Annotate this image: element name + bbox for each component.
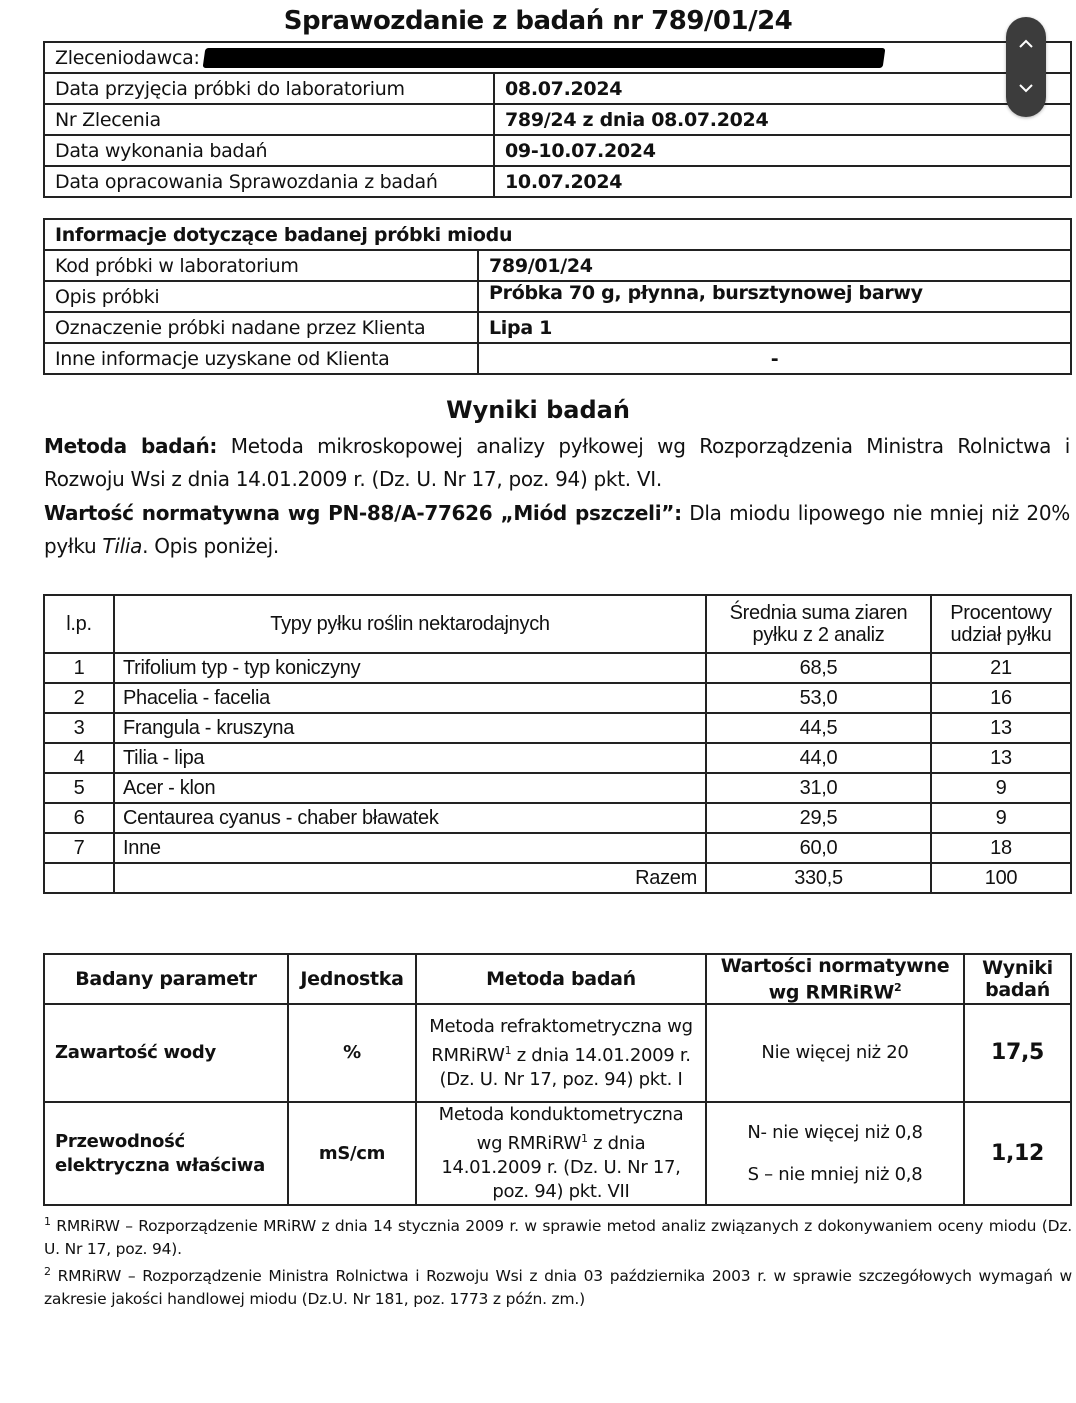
sample-info-table xyxy=(43,218,1072,375)
table-row xyxy=(44,219,1071,250)
row-sum: 44,5 xyxy=(706,713,931,743)
param-name: Przewodność elektryczna właściwa xyxy=(44,1102,288,1205)
total-label: Razem xyxy=(114,863,706,893)
param-name: Zawartość wody xyxy=(44,1004,288,1102)
row-label: Nr Zlecenia xyxy=(44,104,494,135)
row-label: Data wykonania badań xyxy=(44,135,494,166)
row-value: Próbka 70 g, płynna, bursztynowej barwy xyxy=(478,281,1071,312)
row-lp: 5 xyxy=(44,773,114,803)
scroll-up-button[interactable] xyxy=(1006,19,1046,69)
row-value: 789/24 z dnia 08.07.2024 xyxy=(494,104,1071,135)
param-norm: N- nie więcej niż 0,8 S – nie mniej niż 0,8 xyxy=(706,1102,964,1205)
footnote-2: $^2$ RMRiRW – Rozporządzenie Ministra Rolnictwa i Rozwoju Wsi z dnia 03 października 2003 r. w sprawie szczegółowych wymagań w zakresie jakości handlowej miodu (Dz.U. Nr 181, poz. 1773 z późn. zm.) xyxy=(44,1265,1072,1309)
col-header-unit: Jednostka xyxy=(288,954,416,1004)
param-method: Metoda konduktometryczna wg RMRiRW$^1$ z dnia 14.01.2009 r. (Dz. U. Nr 17, poz. 94) pkt. VII xyxy=(416,1102,706,1205)
col-header-norm: Wartości normatywne wg RMRiRW$^2$ xyxy=(706,954,964,1004)
table-row xyxy=(44,343,1071,374)
col-header-type: Typy pyłku roślin nektarodajnych xyxy=(114,595,706,653)
row-value: Lipa 1 xyxy=(478,312,1071,343)
scroll-down-button[interactable] xyxy=(1006,63,1046,113)
row-type: Trifolium typ - typ koniczyny xyxy=(114,653,706,683)
row-type: Phacelia - facelia xyxy=(114,683,706,713)
param-unit: mS/cm xyxy=(288,1102,416,1205)
row-sum: 60,0 xyxy=(706,833,931,863)
table-row xyxy=(44,281,1071,312)
row-label: Opis próbki xyxy=(44,281,478,312)
client-cell xyxy=(44,42,1071,73)
row-label: Oznaczenie próbki nadane przez Klienta xyxy=(44,312,478,343)
table-row xyxy=(44,104,1071,135)
document-title: Sprawozdanie z badań nr 789/01/24 xyxy=(283,6,793,36)
row-sum: 53,0 xyxy=(706,683,931,713)
table-row xyxy=(44,1004,1071,1102)
row-value: 09-10.07.2024 xyxy=(494,135,1071,166)
col-header-result: Wyniki badań xyxy=(964,954,1071,1004)
table-row xyxy=(44,312,1071,343)
client-label: Zleceniodawca: xyxy=(55,46,200,69)
row-value: 08.07.2024 xyxy=(494,73,1071,104)
method-paragraph xyxy=(44,430,1070,496)
row-label: Inne informacje uzyskane od Klienta xyxy=(44,343,478,374)
table-row xyxy=(44,250,1071,281)
col-header-param: Badany parametr xyxy=(44,954,288,1004)
row-pct: 9 xyxy=(931,803,1071,833)
row-pct: 16 xyxy=(931,683,1071,713)
table-header-row xyxy=(44,954,1071,1004)
row-lp: 1 xyxy=(44,653,114,683)
pollen-table xyxy=(43,594,1072,894)
row-lp: 4 xyxy=(44,743,114,773)
norm-text: Dla miodu lipowego nie mniej niż 20% pyłku xyxy=(44,501,1070,558)
row-value: - xyxy=(478,343,1071,374)
row-type: Frangula - kruszyna xyxy=(114,713,706,743)
table-row xyxy=(44,73,1071,104)
table-row xyxy=(44,166,1071,197)
table-row xyxy=(44,803,1071,833)
row-pct: 13 xyxy=(931,743,1071,773)
table-row xyxy=(44,42,1071,73)
row-pct: 9 xyxy=(931,773,1071,803)
row-pct: 13 xyxy=(931,713,1071,743)
method-label: Metoda badań: xyxy=(44,434,218,458)
table-row xyxy=(44,773,1071,803)
order-info-table xyxy=(43,41,1072,198)
param-method: Metoda refraktometryczna wg RMRiRW$^1$ z dnia 14.01.2009 r. (Dz. U. Nr 17, poz. 94) pkt. I xyxy=(416,1004,706,1102)
col-header-method: Metoda badań xyxy=(416,954,706,1004)
page-scroll-control xyxy=(1006,17,1046,117)
row-label: Kod próbki w laboratorium xyxy=(44,250,478,281)
table-row xyxy=(44,743,1071,773)
table-row xyxy=(44,833,1071,863)
norm-text-end: . Opis poniżej. xyxy=(142,534,279,558)
row-value: 789/01/24 xyxy=(478,250,1071,281)
row-sum: 29,5 xyxy=(706,803,931,833)
parameters-table xyxy=(43,953,1072,1206)
row-pct: 18 xyxy=(931,833,1071,863)
row-label: Data przyjęcia próbki do laboratorium xyxy=(44,73,494,104)
table-row xyxy=(44,683,1071,713)
method-text: Metoda mikroskopowej analizy pyłkowej wg Rozporządzenia Ministra Rolnictwa i Rozwoju Wsi z dnia 14.01.2009 r. (Dz. U. Nr 17, poz. 94) pkt. VI. xyxy=(44,434,1070,491)
footnote-1: $^1$ RMRiRW – Rozporządzenie MRiRW z dnia 14 stycznia 2009 r. w sprawie metod analiz związanych z dokonywaniem oceny miodu (Dz. U. Nr 17, poz. 94). xyxy=(44,1215,1072,1259)
row-value: 10.07.2024 xyxy=(494,166,1071,197)
redacted-client-name xyxy=(202,48,885,68)
table-total-row xyxy=(44,863,1071,893)
col-header-sum: Średnia suma ziaren pyłku z 2 analiz xyxy=(706,595,931,653)
row-sum: 31,0 xyxy=(706,773,931,803)
chevron-down-icon xyxy=(1018,83,1034,93)
table-row xyxy=(44,713,1071,743)
sample-table-heading: Informacje dotyczące badanej próbki miodu xyxy=(44,219,1071,250)
table-row xyxy=(44,1102,1071,1205)
results-heading: Wyniki badań xyxy=(446,396,630,424)
param-norm: Nie więcej niż 20 xyxy=(706,1004,964,1102)
row-lp: 2 xyxy=(44,683,114,713)
param-result: 1,12 xyxy=(964,1102,1071,1205)
param-unit: % xyxy=(288,1004,416,1102)
row-type: Acer - klon xyxy=(114,773,706,803)
row-sum: 44,0 xyxy=(706,743,931,773)
param-result: 17,5 xyxy=(964,1004,1071,1102)
row-type: Inne xyxy=(114,833,706,863)
row-type: Centaurea cyanus - chaber bławatek xyxy=(114,803,706,833)
row-lp: 6 xyxy=(44,803,114,833)
row-pct: 21 xyxy=(931,653,1071,683)
col-header-lp: l.p. xyxy=(44,595,114,653)
table-row xyxy=(44,135,1071,166)
row-lp: 7 xyxy=(44,833,114,863)
norm-italic: Tilia xyxy=(102,534,143,558)
table-header-row xyxy=(44,595,1071,653)
norm-label: Wartość normatywna wg PN-88/A-77626 „Miód pszczeli”: xyxy=(44,501,682,525)
table-row xyxy=(44,653,1071,683)
norm-paragraph xyxy=(44,497,1070,563)
row-type: Tilia - lipa xyxy=(114,743,706,773)
row-lp: 3 xyxy=(44,713,114,743)
total-sum: 330,5 xyxy=(706,863,931,893)
row-sum: 68,5 xyxy=(706,653,931,683)
total-pct: 100 xyxy=(931,863,1071,893)
chevron-up-icon xyxy=(1018,39,1034,49)
row-label: Data opracowania Sprawozdania z badań xyxy=(44,166,494,197)
col-header-pct: Procentowy udział pyłku xyxy=(931,595,1071,653)
